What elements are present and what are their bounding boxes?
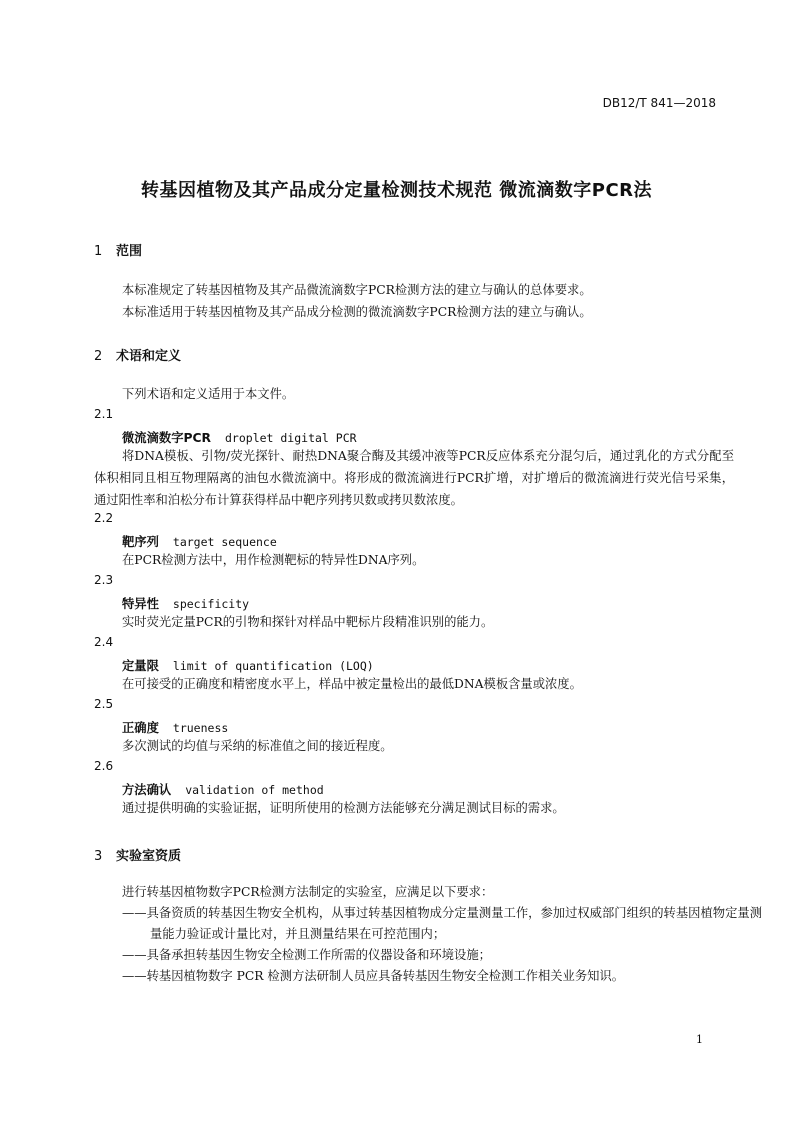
clause-number: 2.2 — [94, 511, 114, 525]
term-definition: 多次测试的均值与采纳的标准值之间的接近程度。 — [122, 739, 393, 753]
term-definition: 通过提供明确的实验证据，证明所使用的检测方法能够充分满足测试目标的需求。 — [122, 801, 565, 815]
section-number: 1 — [94, 244, 103, 259]
term-zh: 正确度 — [122, 721, 159, 735]
term-en: limit of quantification (LOQ) — [172, 659, 374, 673]
term-zh: 微流滴数字PCR — [122, 431, 211, 445]
list-item: ——具备承担转基因生物安全检测工作所需的仪器设备和环境设施； — [122, 948, 491, 962]
term-entry — [122, 532, 277, 550]
standard-number: DB12/T 841—2018 — [602, 96, 716, 110]
clause-number: 2.3 — [94, 573, 114, 587]
term-en: specificity — [172, 597, 250, 611]
section-heading-scope — [94, 240, 142, 259]
term-definition: 将DNA模板、引物/荧光探针、耐热DNA聚合酶及其缓冲液等PCR反应体系充分混匀后，通过乳化的方式分配至体积相同且相互物理隔离的油包水微流滴中。将形成的微流滴进行PCR扩增，对扩增后的微流滴进行荧光信号采集，通过阳性率和泊松分布计算获得样品中靶序列拷贝数或拷贝数浓度。 — [94, 449, 734, 507]
term-definition: 实时荧光定量PCR的引物和探针对样品中靶标片段精准识别的能力。 — [122, 615, 494, 629]
term-zh: 定量限 — [122, 659, 159, 673]
term-en: validation of method — [185, 783, 324, 797]
paragraph: 进行转基因植物数字PCR检测方法制定的实验室，应满足以下要求： — [122, 885, 494, 899]
term-entry — [122, 780, 324, 798]
section-title: 术语和定义 — [116, 349, 182, 364]
document-title: 转基因植物及其产品成分定量检测技术规范 微流滴数字PCR法 — [140, 180, 653, 201]
term-en: trueness — [172, 721, 229, 735]
section-number: 3 — [94, 849, 103, 864]
term-entry — [122, 594, 249, 612]
paragraph: 下列术语和定义适用于本文件。 — [122, 387, 295, 401]
clause-number: 2.1 — [94, 407, 114, 421]
list-item: ——具备资质的转基因生物安全机构，从事过转基因植物成分定量测量工作，参加过权威部门组织的转基因植物定量测量能力验证或计量比对，并且测量结果在可控范围内； — [122, 906, 762, 941]
clause-number: 2.4 — [94, 635, 114, 649]
clause-number: 2.5 — [94, 697, 114, 711]
paragraph: 本标准规定了转基因植物及其产品微流滴数字PCR检测方法的建立与确认的总体要求。 — [122, 283, 592, 297]
paragraph: 本标准适用于转基因植物及其产品成分检测的微流滴数字PCR检测方法的建立与确认。 — [122, 305, 592, 319]
term-zh: 靶序列 — [122, 535, 159, 549]
term-entry — [122, 656, 374, 674]
section-title: 范围 — [116, 244, 143, 259]
term-entry — [122, 718, 228, 736]
section-title: 实验室资质 — [116, 849, 182, 864]
term-en: target sequence — [172, 535, 277, 549]
section-number: 2 — [94, 349, 103, 364]
list-item: ——转基因植物数字 PCR 检测方法研制人员应具备转基因生物安全检测工作相关业务知识。 — [122, 969, 625, 983]
term-definition: 在PCR检测方法中，用作检测靶标的特异性DNA序列。 — [122, 553, 425, 567]
section-heading-lab-qualification — [94, 845, 181, 864]
clause-number: 2.6 — [94, 759, 114, 773]
term-en: droplet digital PCR — [225, 431, 357, 445]
term-zh: 方法确认 — [122, 783, 172, 797]
section-heading-terms — [94, 345, 181, 364]
term-entry — [122, 428, 357, 446]
page-number: 1 — [696, 1033, 703, 1046]
term-definition: 在可接受的正确度和精密度水平上，样品中被定量检出的最低DNA模板含量或浓度。 — [122, 677, 582, 691]
term-zh: 特异性 — [122, 597, 159, 611]
